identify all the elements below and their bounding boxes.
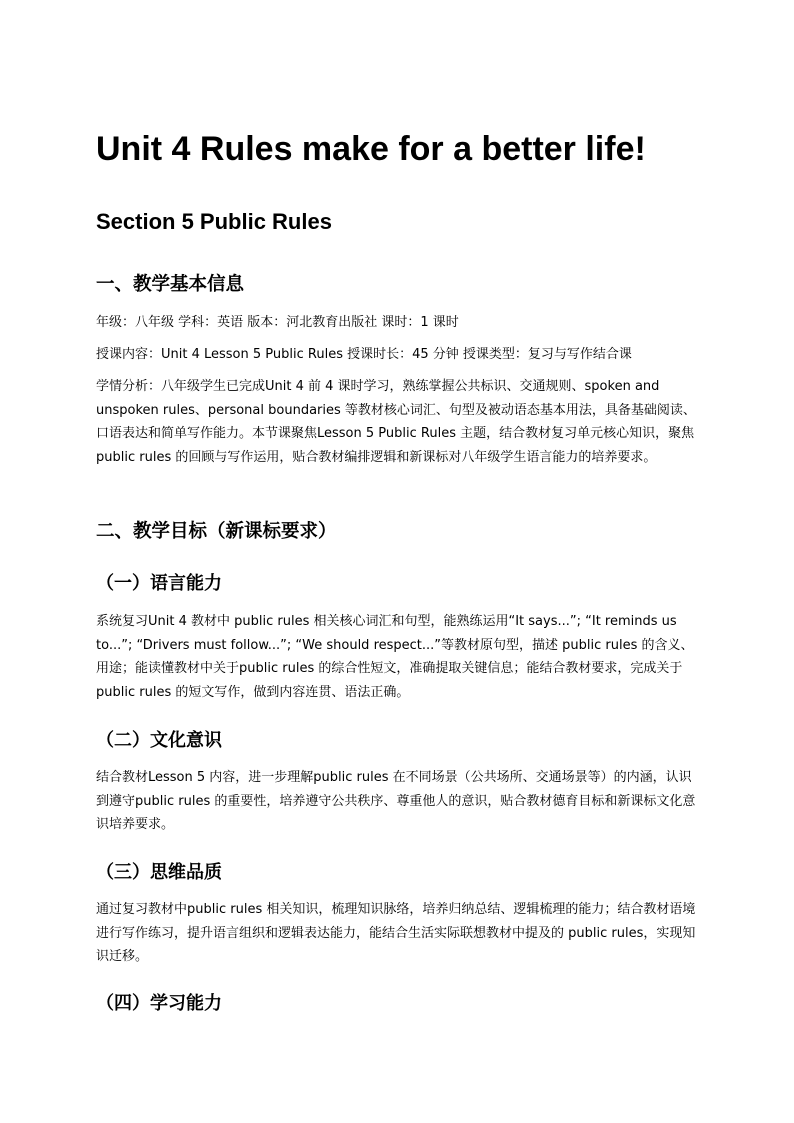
heading-learning-ability: （四）学习能力 [96,993,222,1014]
culture-awareness-text: 结合教材Lesson 5 内容，进一步理解public rules 在不同场景（公共场所、交通场景等）的内涵，认识到遵守public rules 的重要性，培养遵守公共秩序、尊重他人的意识，贴合教材德育目标和新课标文化意识培养要求。 [96,770,696,832]
basic-info-line-content: 授课内容：Unit 4 Lesson 5 Public Rules 授课时长：45 分钟 授课类型：复习与写作结合课 [96,347,632,362]
language-ability-text: 系统复习Unit 4 教材中 public rules 相关核心词汇和句型，能熟练运用“It says...”; “It reminds us to...”; “Drivers must follow...”; “We should respect...”等教材原句型，描述 public rules 的含义、用途；能读懂教材中关于public rules 的综合性短文，准确提取关键信息；能结合教材要求，完成关于public rules 的短文写作，做到内容连贯、语法正确。 [96,614,694,700]
heading-language-ability: （一）语言能力 [96,573,222,594]
section-subtitle: Section 5 Public Rules [96,209,332,234]
heading-thinking-quality: （三）思维品质 [96,862,222,883]
basic-info-line-grade: 年级：八年级 学科：英语 版本：河北教育出版社 课时：1 课时 [96,315,459,330]
heading-objectives: 二、教学目标（新课标要求） [96,521,337,542]
document-title: Unit 4 Rules make for a better life! [96,130,646,168]
thinking-quality-text: 通过复习教材中public rules 相关知识，梳理知识脉络，培养归纳总结、逻辑梳理的能力；结合教材语境进行写作练习，提升语言组织和逻辑表达能力，能结合生活实际联想教材中提及的 public rules，实现知识迁移。 [96,902,696,964]
heading-culture-awareness: （二）文化意识 [96,730,222,751]
heading-basic-info: 一、教学基本信息 [96,274,245,295]
basic-info-analysis: 学情分析：八年级学生已完成Unit 4 前 4 课时学习，熟练掌握公共标识、交通规则、spoken and unspoken rules、personal boundaries 等教材核心词汇、句型及被动语态基本用法，具备基础阅读、口语表达和简单写作能力。本节课聚焦Lesson 5 Public Rules 主题，结合教材复习单元核心知识，聚焦public rules 的回顾与写作运用，贴合教材编排逻辑和新课标对八年级学生语言能力的培养要求。 [96,379,696,465]
